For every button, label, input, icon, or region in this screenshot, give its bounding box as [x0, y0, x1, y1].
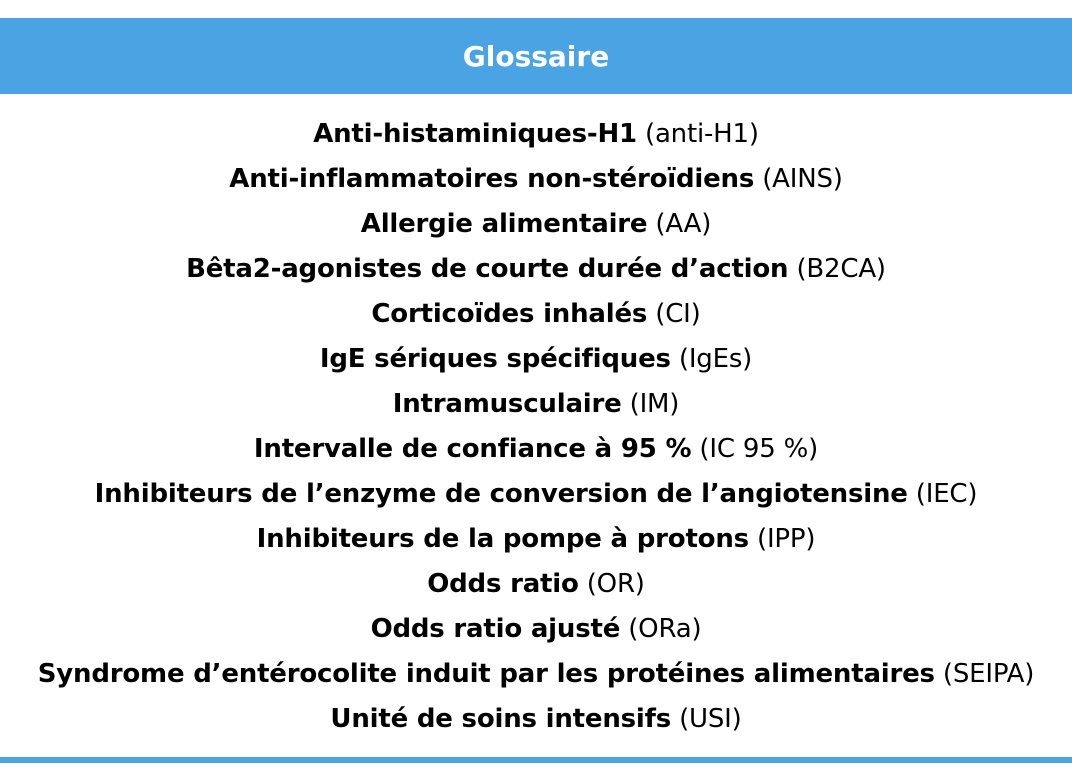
entry-abbreviation: (B2CA)	[796, 254, 886, 284]
glossary-entry	[0, 562, 1072, 607]
entry-abbreviation: (SEIPA)	[942, 659, 1035, 689]
entry-term: Intervalle de confiance à 95 %	[253, 434, 692, 464]
entry-abbreviation: (anti-H1)	[645, 119, 759, 149]
glossary-entry	[0, 247, 1072, 292]
glossary-entry	[0, 202, 1072, 247]
entry-term: Corticoïdes inhalés	[371, 299, 648, 329]
entry-abbreviation: (IgEs)	[678, 344, 753, 374]
entry-abbreviation: (OR)	[586, 569, 645, 599]
entry-term: Syndrome d’entérocolite induit par les protéines alimentaires	[37, 659, 935, 689]
entry-term: Odds ratio	[427, 569, 579, 599]
entry-term: Anti-inflammatoires non-stéroïdiens	[229, 164, 755, 194]
glossary-entry	[0, 112, 1072, 157]
entry-term: Inhibiteurs de la pompe à protons	[256, 524, 749, 554]
entry-abbreviation: (CI)	[655, 299, 701, 329]
glossary-title: Glossaire	[462, 39, 610, 73]
glossary-entry	[0, 427, 1072, 472]
entry-term: Unité de soins intensifs	[330, 704, 672, 734]
glossary-entry	[0, 472, 1072, 517]
entry-term: IgE sériques spécifiques	[319, 344, 671, 374]
entry-term: Anti-histaminiques-H1	[313, 119, 637, 149]
glossary-entry	[0, 697, 1072, 742]
entry-term: Intramusculaire	[392, 389, 622, 419]
glossary-entry	[0, 157, 1072, 202]
glossary-entry	[0, 292, 1072, 337]
entry-abbreviation: (ORa)	[628, 614, 702, 644]
footer-divider	[0, 757, 1072, 763]
glossary-entry	[0, 607, 1072, 652]
entry-abbreviation: (IEC)	[915, 479, 978, 509]
glossary-entry	[0, 337, 1072, 382]
entry-term: Odds ratio ajusté	[370, 614, 621, 644]
entry-abbreviation: (USI)	[679, 704, 742, 734]
entry-abbreviation: (IM)	[629, 389, 680, 419]
entry-abbreviation: (AINS)	[762, 164, 843, 194]
glossary-entry	[0, 652, 1072, 697]
entry-abbreviation: (IPP)	[757, 524, 816, 554]
entry-term: Inhibiteurs de l’enzyme de conversion de l’angiotensine	[94, 479, 908, 509]
entry-term: Allergie alimentaire	[360, 209, 648, 239]
glossary-entry	[0, 382, 1072, 427]
entry-term: Bêta2-agonistes de courte durée d’action	[186, 254, 789, 284]
glossary-header-bar	[0, 18, 1072, 94]
entry-abbreviation: (IC 95 %)	[699, 434, 819, 464]
glossary-list	[0, 112, 1072, 742]
entry-abbreviation: (AA)	[655, 209, 712, 239]
glossary-entry	[0, 517, 1072, 562]
